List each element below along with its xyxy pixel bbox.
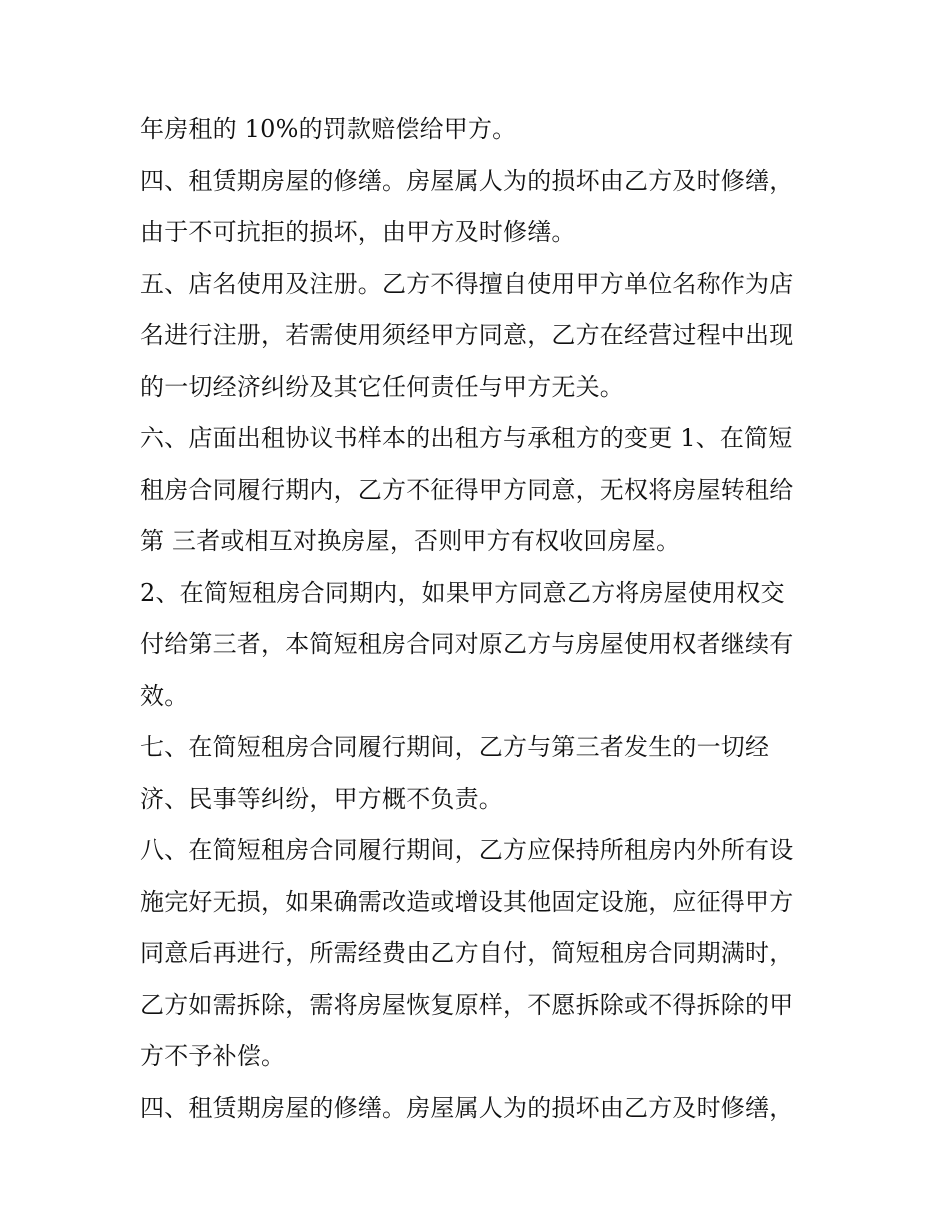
text-line: 四、租赁期房屋的修缮。房屋属人为的损坏由乙方及时修缮， [140,166,794,195]
document-body [140,104,820,1134]
text-line: 由于不可抗拒的损坏，由甲方及时修缮。 [140,218,576,246]
text-line: 付给第三者，本简短租房合同对原乙方与房屋使用权者继续有 [140,630,794,658]
text-line: 方不予补偿。 [140,1042,286,1070]
text-line: 七、在简短租房合同履行期间，乙方与第三者发生的一切经 [140,733,770,761]
text-line: 八、在简短租房合同履行期间，乙方应保持所租房内外所有设 [140,836,794,864]
text-line: 的一切经济纠纷及其它任何责任与甲方无关。 [140,372,624,401]
text-line: 2、在简短租房合同期内，如果甲方同意乙方将房屋使用权交 [140,578,785,607]
text-line: 效。 [140,681,189,710]
text-line: 六、店面出租协议书样本的出租方与承租方的变更 1、在简短 [140,424,793,452]
text-line: 第 三者或相互对换房屋，否则甲方有权收回房屋。 [140,527,681,555]
text-line: 四、租赁期房屋的修缮。房屋属人为的损坏由乙方及时修缮， [140,1093,794,1122]
text-line: 济、民事等纠纷，甲方概不负责。 [140,784,503,813]
text-line: 五、店名使用及注册。乙方不得擅自使用甲方单位名称作为店 [140,269,794,298]
text-line: 施完好无损，如果确需改造或增设其他固定设施，应征得甲方 [140,887,794,916]
text-line: 同意后再进行，所需经费由乙方自付，简短租房合同期满时， [140,939,794,967]
text-line: 租房合同履行期内，乙方不征得甲方同意，无权将房屋转租给 [140,475,794,504]
text-line: 乙方如需拆除，需将房屋恢复原样，不愿拆除或不得拆除的甲 [140,990,794,1019]
text-line: 名进行注册，若需使用须经甲方同意，乙方在经营过程中出现 [140,321,794,349]
text-line: 年房租的 10%的罚款赔偿给甲方。 [140,115,517,143]
